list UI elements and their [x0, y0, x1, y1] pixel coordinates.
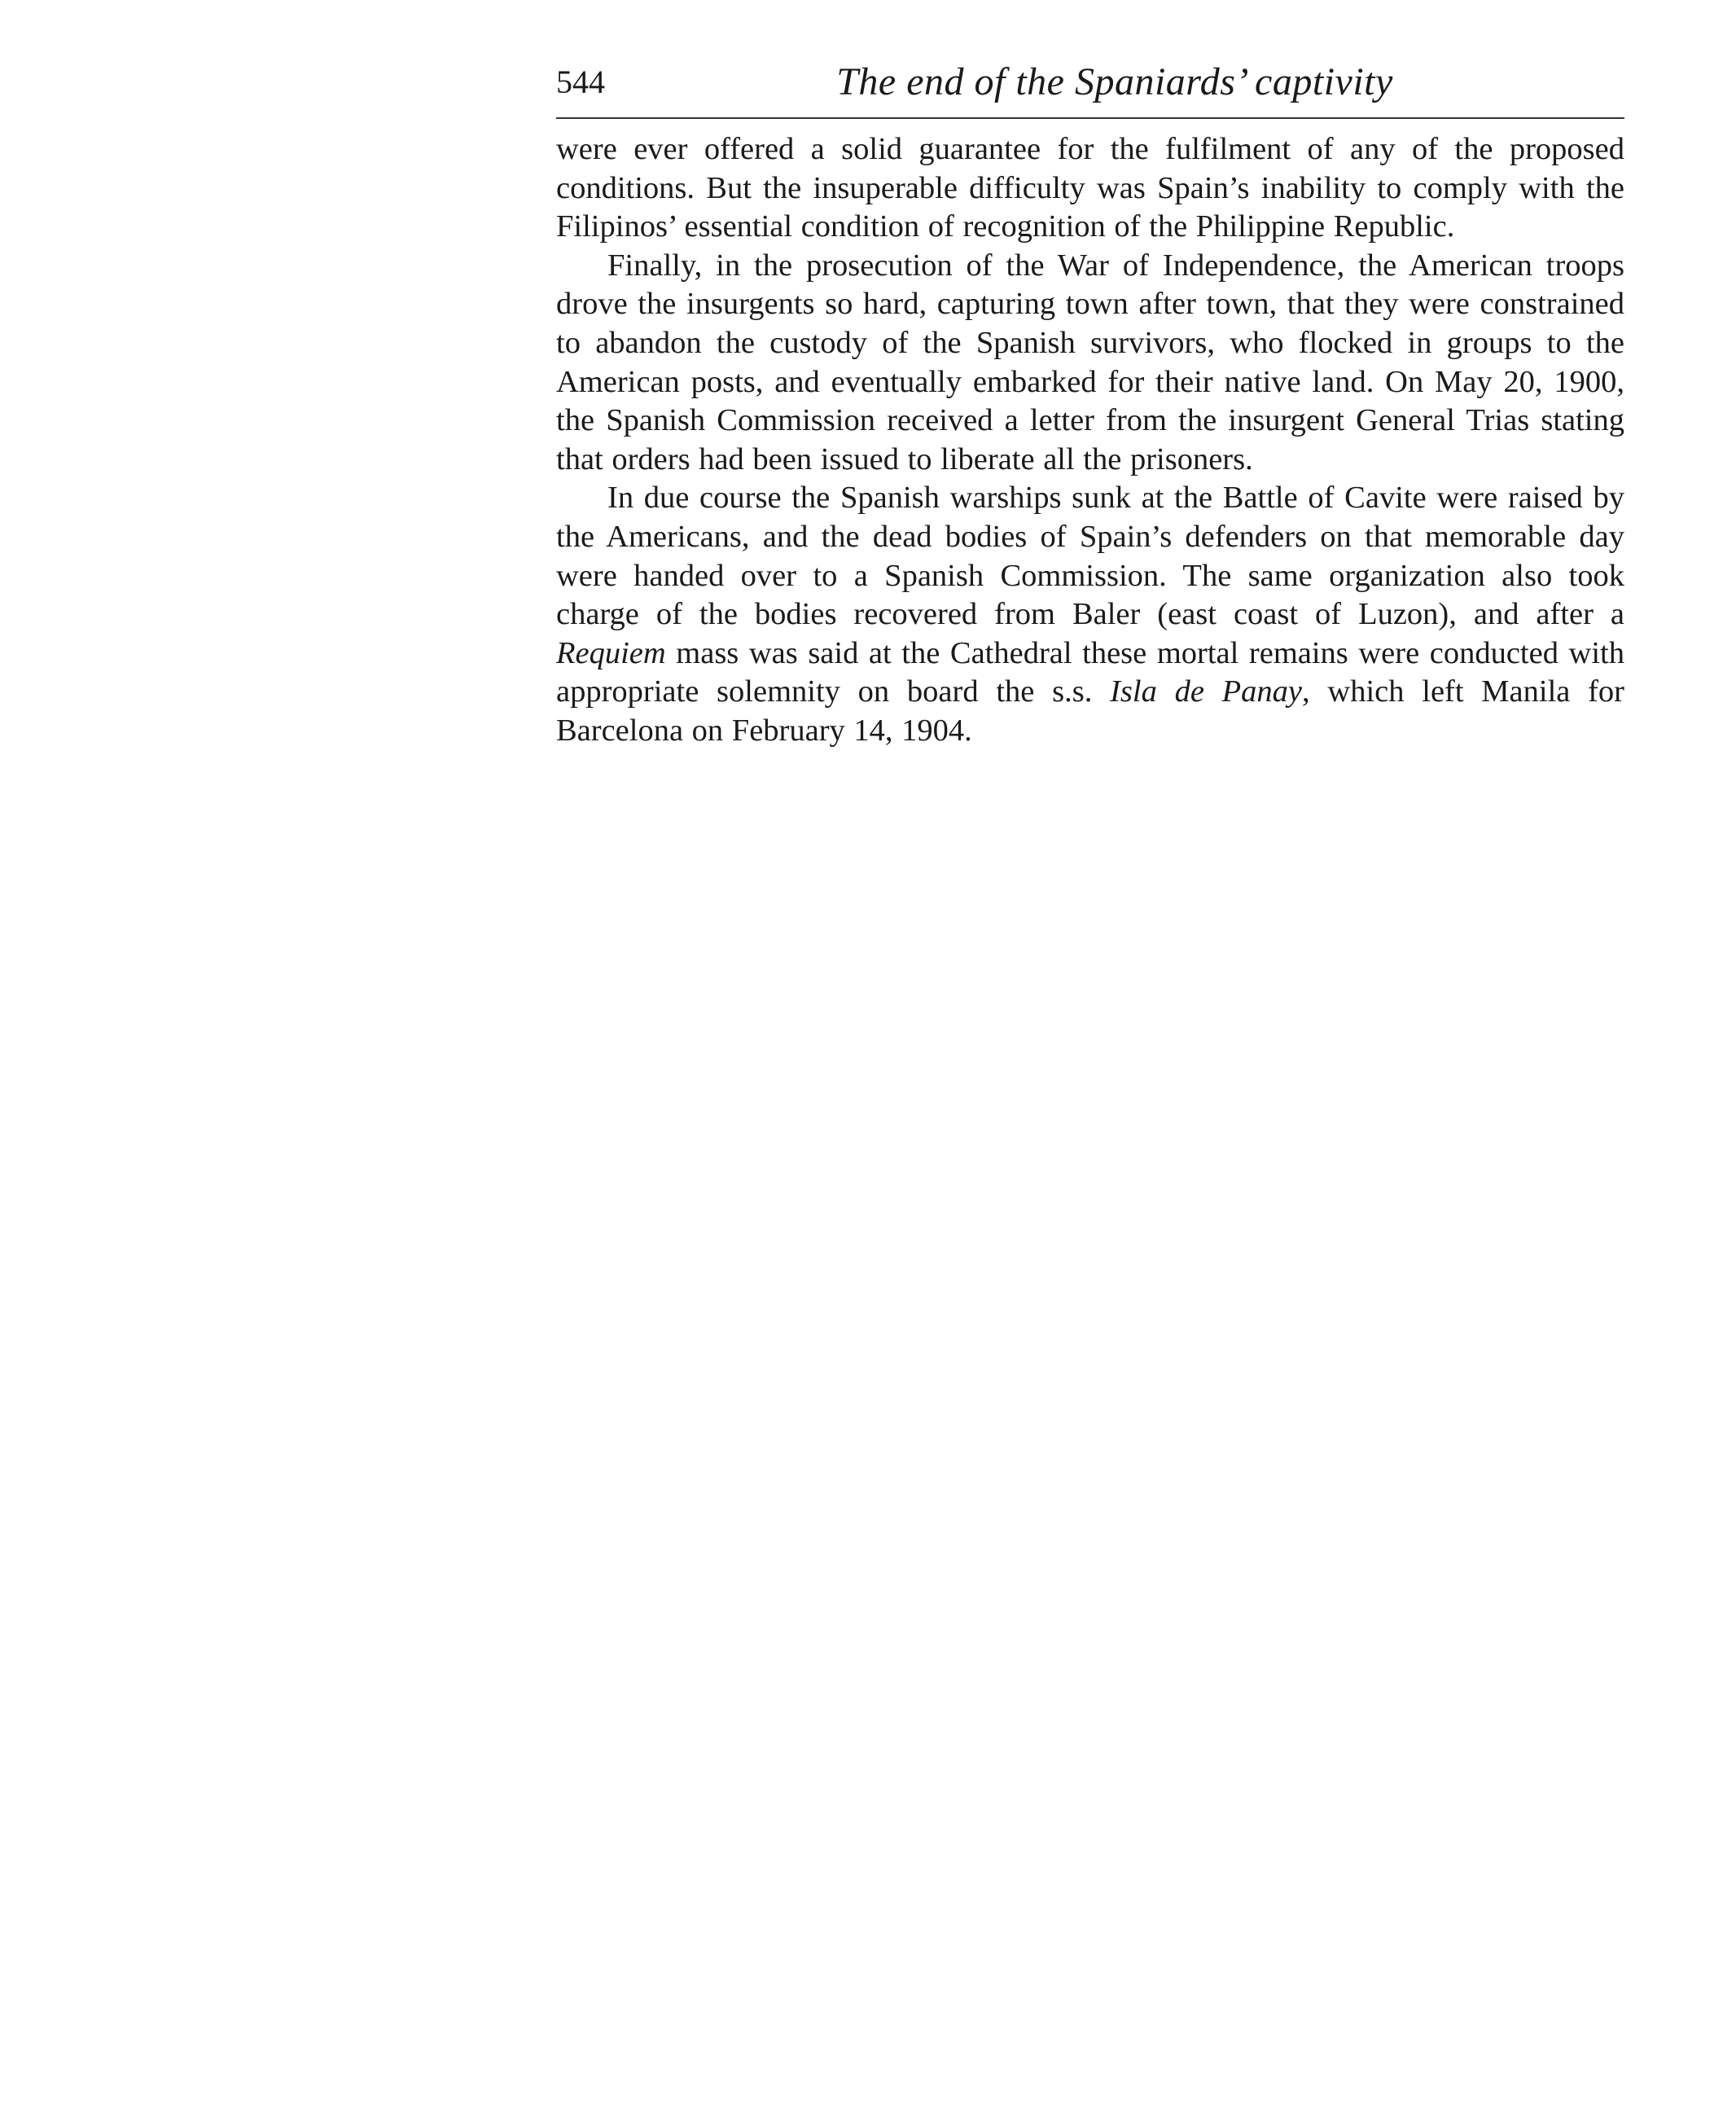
paragraph-text-part: In due course the Spanish warships sunk at the Battle of Cavite were raised by the Americans, and the dead bodies of Spain’s defenders on that memorable day were handed over to a Spanish Commission. The same organization also took charge of the bodies recovered from Baler (east coast of Luzon), and after a	[556, 481, 1624, 632]
paragraph-text: were ever offered a solid guarantee for the fulfilment of any of the proposed conditions. But the insuperable difficulty was Spain’s inability to comply with the Filipinos’ essential condition of recognition of the Philippine Republic.	[556, 132, 1624, 244]
running-title: The end of the Spaniards’ captivity	[836, 60, 1393, 103]
body-text	[556, 130, 1624, 751]
paragraph-text: Finally, in the prosecution of the War of Independence, the American troops drove the insurgents so hard, capturing town after town, that they were constrained to abandon the custody of the Spanish survivors, who flocked in groups to the American posts, and eventually embarked for their native land. On May 20, 1900, the Spanish Commission received a letter from the insurgent General Trias stating that orders had been issued to liberate all the prisoners.	[556, 248, 1624, 476]
paragraph-text-part: , which left Manila for Barcelona on February 14, 1904.	[556, 674, 1624, 748]
paragraph-continued	[556, 130, 1624, 247]
page-number: 544	[556, 64, 605, 100]
italic-requiem: Requiem	[556, 635, 666, 670]
paragraph-text-part: mass was said at the Cathedral these mortal remains were conducted with appropriate solemnity on board the s.s.	[556, 635, 1624, 709]
book-page	[556, 57, 1624, 751]
paragraph-cavite-warships	[556, 479, 1624, 750]
italic-ship-name: Isla de Panay	[1110, 674, 1303, 709]
header-rule	[556, 117, 1624, 119]
running-head	[556, 57, 1624, 108]
paragraph-war-of-independence	[556, 247, 1624, 480]
